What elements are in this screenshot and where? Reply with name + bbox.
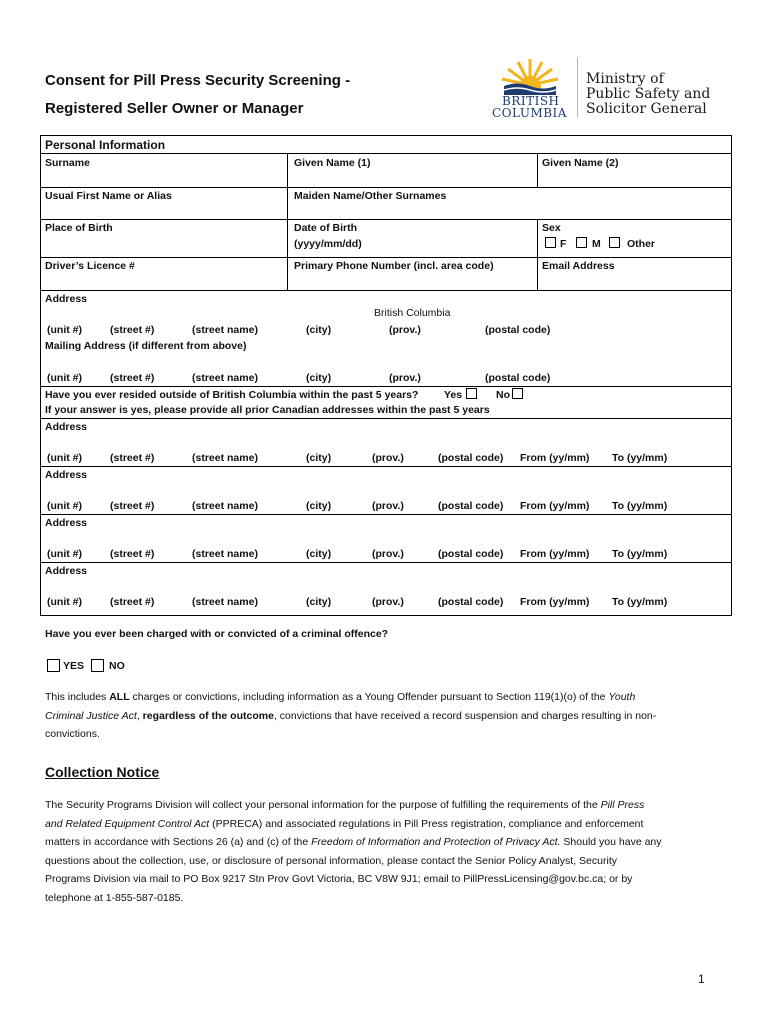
collection-notice-text: The Security Programs Division will collect your personal information for the purpose of fulfilling the requirements of the Pill Press and Related Equipment Control Act (PPRECA) and associated regulations in Pill Press registration, compliance and enforcement matters in accordance with Sections 26 (a) and (c) of the Freedom of Information and Protection of Privacy Act. Should you have any questions about the collection, use, or disclosure of personal information, please contact the Senior Policy Analyst, Security Programs Division via mail to PO Box 9217 Stn Prov Govt Victoria, BC V8W 9J1; email to PillPressLicensing@gov.bc.ca; or by telephone at 1-855-587-0185. <box>45 799 662 904</box>
ministry-line1: Ministry of <box>586 71 664 87</box>
prior1-to: To (yy/mm) <box>612 452 668 464</box>
criminal-yes-label: YES <box>63 660 85 672</box>
checkbox-outside-bc-yes[interactable] <box>466 388 477 399</box>
prior3-from: From (yy/mm) <box>520 548 590 560</box>
label-address[interactable]: Address <box>45 293 88 305</box>
section-personal-info: Personal Information <box>45 138 166 152</box>
prior4-street-no: (street #) <box>110 596 155 608</box>
ministry-name <box>586 72 710 117</box>
ministry-line3: Solicitor General <box>586 101 707 117</box>
prior2-street-no: (street #) <box>110 500 155 512</box>
logo-columbia: COLUMBIA <box>492 106 567 120</box>
prior3-city: (city) <box>306 548 332 560</box>
address-province-value: British Columbia <box>374 307 451 319</box>
prior3-unit: (unit #) <box>47 548 82 560</box>
logo-divider <box>577 57 578 117</box>
label-maiden-name[interactable]: Maiden Name/Other Surnames <box>294 190 447 202</box>
prior2-from: From (yy/mm) <box>520 500 590 512</box>
criminal-explanation: This includes ALL charges or convictions, including information as a Young Offender pursuant to Section 119(1)(o) of the Youth Criminal Justice Act, regardless of the outcome, convictions that have received a record suspension and charges resulting in non- convictions. <box>45 691 657 740</box>
prior4-unit: (unit #) <box>47 596 82 608</box>
prior4-to: To (yy/mm) <box>612 596 668 608</box>
prior3-to: To (yy/mm) <box>612 548 668 560</box>
outside-bc-instruction: If your answer is yes, please provide all prior Canadian addresses within the past 5 years <box>45 404 490 416</box>
prior2-postal: (postal code) <box>438 500 504 512</box>
criminal-question: Have you ever been charged with or convicted of a criminal offence? <box>45 628 389 640</box>
label-sex-other: Other <box>627 238 656 250</box>
prior4-prov: (prov.) <box>372 596 404 608</box>
prior3-prov: (prov.) <box>372 548 404 560</box>
outside-bc-question: Have you ever resided outside of British Columbia within the past 5 years? <box>45 389 419 401</box>
page-number: 1 <box>698 972 705 986</box>
bc-sun-icon <box>490 55 570 95</box>
label-prior-address-1[interactable]: Address <box>45 421 88 433</box>
prior1-city: (city) <box>306 452 332 464</box>
label-given-name-2[interactable]: Given Name (2) <box>542 157 619 169</box>
prior2-prov: (prov.) <box>372 500 404 512</box>
address-prov: (prov.) <box>389 324 421 336</box>
prior1-street-no: (street #) <box>110 452 155 464</box>
prior1-unit: (unit #) <box>47 452 82 464</box>
label-sex-f: F <box>560 238 567 250</box>
checkbox-criminal-no[interactable] <box>91 659 104 672</box>
mailing-street-no: (street #) <box>110 372 155 384</box>
prior2-street-name: (street name) <box>192 500 258 512</box>
label-sex: Sex <box>542 222 561 234</box>
logo-british: BRITISH <box>502 94 560 108</box>
label-email[interactable]: Email Address <box>542 260 615 272</box>
prior4-from: From (yy/mm) <box>520 596 590 608</box>
outside-bc-no-label: No <box>496 389 510 401</box>
prior2-to: To (yy/mm) <box>612 500 668 512</box>
prior2-city: (city) <box>306 500 332 512</box>
label-prior-address-4[interactable]: Address <box>45 565 88 577</box>
address-postal: (postal code) <box>485 324 551 336</box>
checkbox-sex-other[interactable] <box>609 237 620 248</box>
label-surname[interactable]: Surname <box>45 157 90 169</box>
form-title-line2: Registered Seller Owner or Manager <box>45 100 304 117</box>
prior4-street-name: (street name) <box>192 596 258 608</box>
checkbox-sex-f[interactable] <box>545 237 556 248</box>
criminal-no-label: NO <box>109 660 125 672</box>
address-unit: (unit #) <box>47 324 82 336</box>
mailing-city: (city) <box>306 372 332 384</box>
prior4-city: (city) <box>306 596 332 608</box>
prior1-postal: (postal code) <box>438 452 504 464</box>
label-place-of-birth[interactable]: Place of Birth <box>45 222 113 234</box>
prior2-unit: (unit #) <box>47 500 82 512</box>
prior1-prov: (prov.) <box>372 452 404 464</box>
label-phone[interactable]: Primary Phone Number (incl. area code) <box>294 260 494 272</box>
prior3-postal: (postal code) <box>438 548 504 560</box>
prior3-street-no: (street #) <box>110 548 155 560</box>
outside-bc-yes-label: Yes <box>444 389 463 401</box>
prior1-from: From (yy/mm) <box>520 452 590 464</box>
checkbox-sex-m[interactable] <box>576 237 587 248</box>
label-date-of-birth[interactable]: Date of Birth <box>294 222 357 234</box>
address-street-no: (street #) <box>110 324 155 336</box>
collection-notice-heading: Collection Notice <box>45 764 160 780</box>
address-city: (city) <box>306 324 332 336</box>
label-usual-name[interactable]: Usual First Name or Alias <box>45 190 172 202</box>
prior1-street-name: (street name) <box>192 452 258 464</box>
label-drivers-licence[interactable]: Driver’s Licence # <box>45 260 135 272</box>
mailing-unit: (unit #) <box>47 372 82 384</box>
prior4-postal: (postal code) <box>438 596 504 608</box>
ministry-line2: Public Safety and <box>586 86 711 102</box>
label-prior-address-2[interactable]: Address <box>45 469 88 481</box>
address-street-name: (street name) <box>192 324 258 336</box>
label-dob-format: (yyyy/mm/dd) <box>294 238 362 250</box>
checkbox-criminal-yes[interactable] <box>47 659 60 672</box>
label-prior-address-3[interactable]: Address <box>45 517 88 529</box>
mailing-street-name: (street name) <box>192 372 258 384</box>
label-given-name-1[interactable]: Given Name (1) <box>294 157 371 169</box>
mailing-postal: (postal code) <box>485 372 551 384</box>
form-title-line1: Consent for Pill Press Security Screening - <box>45 72 351 89</box>
label-mailing-address[interactable]: Mailing Address (if different from above) <box>45 340 247 352</box>
label-sex-m: M <box>592 238 601 250</box>
mailing-prov: (prov.) <box>389 372 421 384</box>
prior3-street-name: (street name) <box>192 548 258 560</box>
bc-logo <box>490 55 570 120</box>
checkbox-outside-bc-no[interactable] <box>512 388 523 399</box>
